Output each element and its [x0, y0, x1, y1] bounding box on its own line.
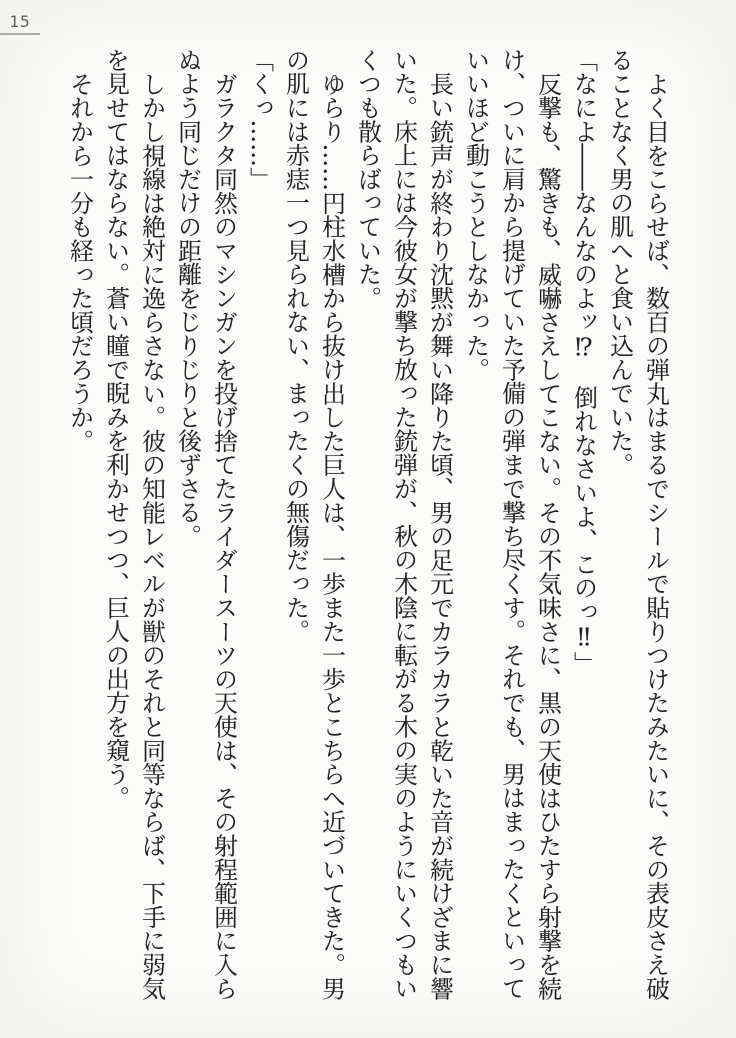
paragraph: ゆらり……円柱水槽から抜け出した巨人は、一歩また一歩とこちらへ近づいてきた。男の肌には赤痣一つ見られない、まったくの無傷だった。	[282, 48, 346, 1000]
paragraph-dialogue: 「なによ――なんなのよッ⁉ 倒れなさいよ、このっ‼」	[570, 48, 598, 676]
paragraph: よく目をこらせば、数百の弾丸はまるでシールで貼りつけたみたいに、その表皮さえ破ることなく男の肌へと食い込んでいた。	[606, 48, 670, 1000]
paragraph: 反撃も、驚きも、威嚇さえしてこない。その不気味さに、黒の天使はひたすら射撃を続け、ついに肩から提げていた予備の弾まで撃ち尽くす。それでも、男はまったくといっていいほど動こうとしなかった。	[462, 48, 562, 1000]
paragraph-dialogue: 「くっ……」	[246, 48, 274, 191]
vertical-text-block	[62, 48, 674, 1001]
paragraph: しかし視線は絶対に逸らさない。彼の知能レベルが獣のそれと同等ならば、下手に弱気を見せてはならない。蒼い瞳で睨みを利かせつつ、巨人の出方を窺う。	[102, 48, 166, 1000]
paragraph: ガラクタ同然のマシンガンを投げ捨てたライダースーツの天使は、その射程範囲に入らぬよう同じだけの距離をじりじりと後ずさる。	[174, 48, 238, 1000]
paragraph: 長い銃声が終わり沈黙が舞い降りた頃、男の足元でカラカラと乾いた音が続けざまに響いた。床上には今彼女が撃ち放った銃弾が、秋の木陰に転がる木の実のようにいくつもいくつも散らばっていた。	[354, 48, 454, 1000]
page-number: 15	[0, 12, 40, 35]
paragraph: それから一分も経った頃だろうか。	[66, 71, 94, 453]
